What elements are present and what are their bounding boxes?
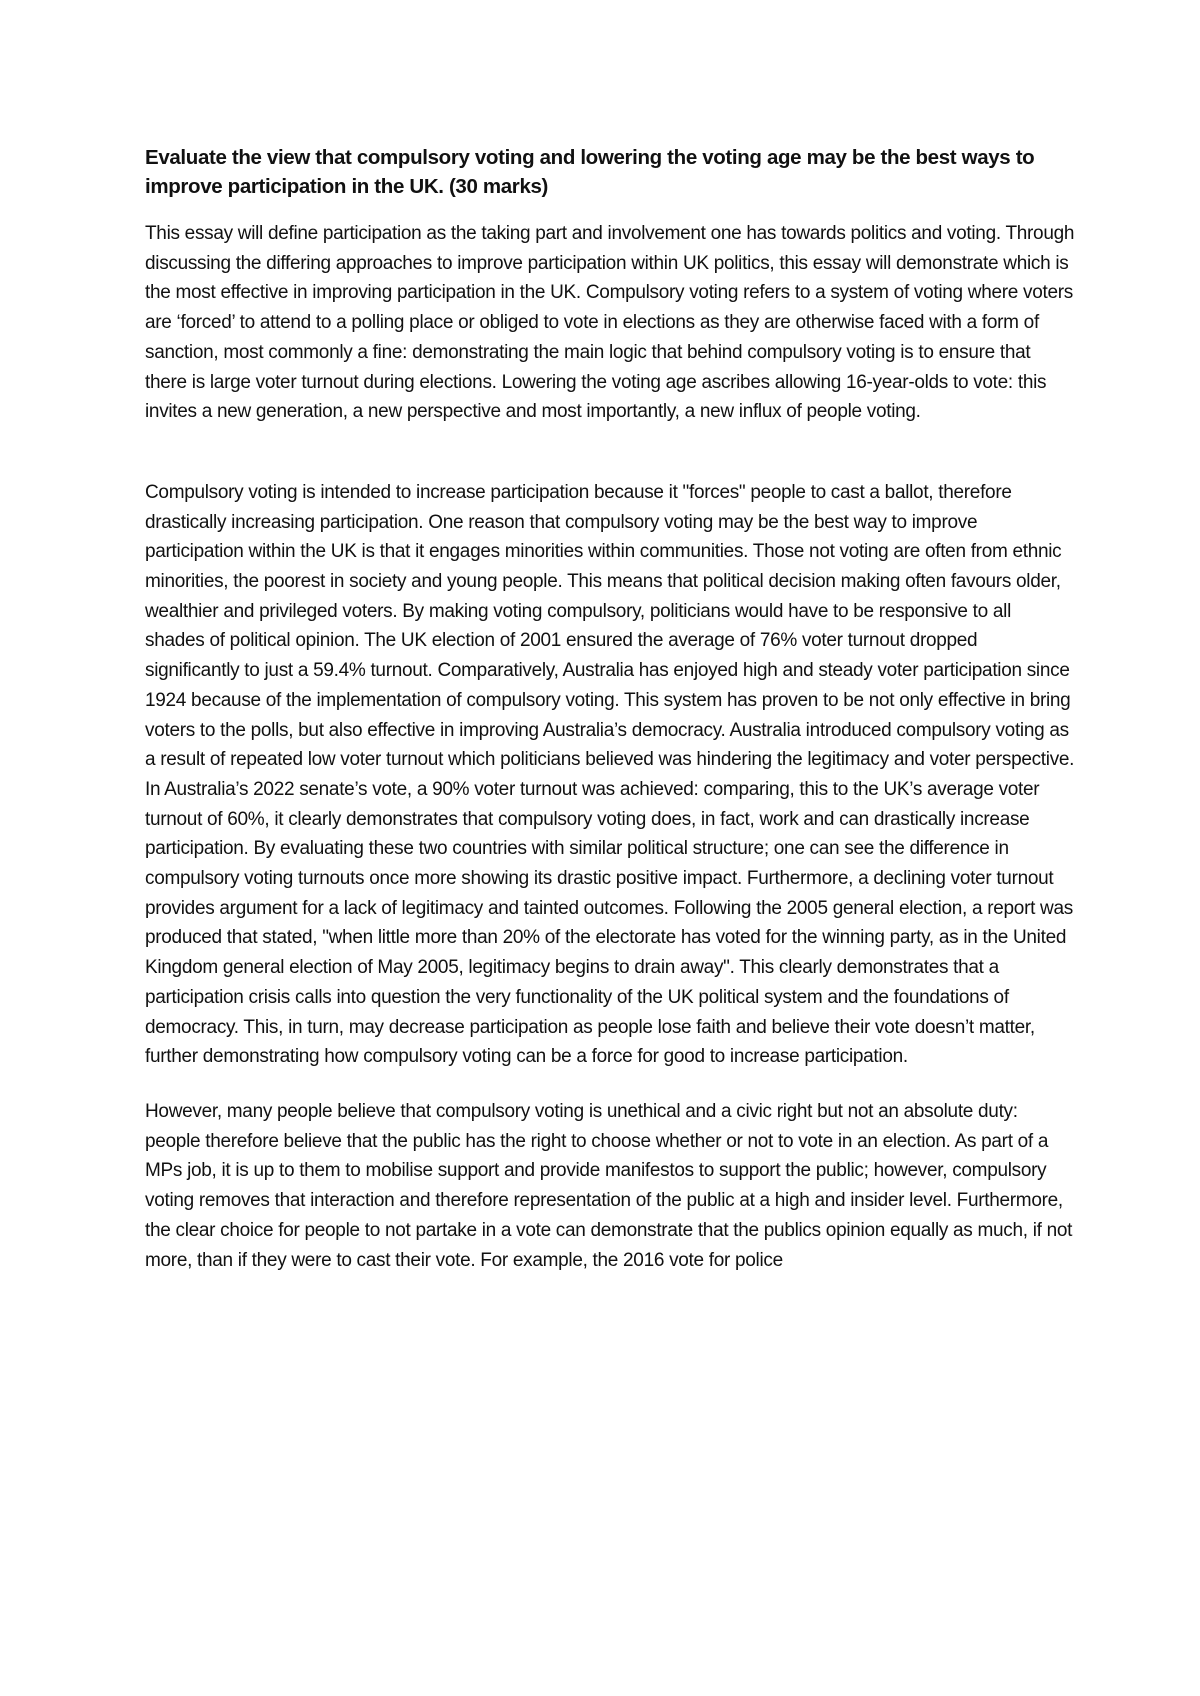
- paragraph-compulsory-voting-against: However, many people believe that compulsory voting is unethical and a civic right but not an absolute duty: people therefore believe that the public has the right to choose whether or not to vote in an election. As part of a MPs job, it is up to them to mobilise support and provide manifestos to support the public; however, compulsory voting removes that interaction and therefore representation of the public at a high and insider level. Furthermore, the clear choice for people to not partake in a vote can demonstrate that the publics opinion equally as much, if not more, than if they were to cast their vote. For example, the 2016 vote for police: [145, 1100, 1073, 1271]
- paragraph-compulsory-voting-for: Compulsory voting is intended to increase participation because it "forces" people to cast a ballot, therefore drastically increasing participation. One reason that compulsory voting may be the best way to improve participation within the UK is that it engages minorities within communities. Those not voting are often from ethnic minorities, the poorest in society and young people. This means that political decision making often favours older, wealthier and privileged voters. By making voting compulsory, politicians would have to be responsive to all shades of political opinion. The UK election of 2001 ensured the average of 76% voter turnout dropped significantly to just a 59.4% turnout. Comparatively, Australia has enjoyed high and steady voter participation since 1924 because of the implementation of compulsory voting. This system has proven to be not only effective in bring voters to the polls, but also effective in improving Australia’s democracy. Australia introduced compulsory voting as a result of repeated low voter turnout which politicians believed was hindering the legitimacy and voter perspective. In Australia’s 2022 senate’s vote, a 90% voter turnout was achieved: comparing, this to the UK’s average voter turnout of 60%, it clearly demonstrates that compulsory voting does, in fact, work and can drastically increase participation. By evaluating these two countries with similar political structure; one can see the difference in compulsory voting turnouts once more showing its drastic positive impact. Furthermore, a declining voter turnout provides argument for a lack of legitimacy and tainted outcomes. Following the 2005 general election, a report was produced that stated, "when little more than 20% of the electorate has voted for the winning party, as in the United Kingdom general election of May 2005, legitimacy begins to drain away". This clearly demonstrates that a participation crisis calls into question the very functionality of the UK political system and the foundations of democracy. This, in turn, may decrease participation as people lose faith and believe their vote doesn’t matter, further demonstrating how compulsory voting can be a force for good to increase participation.: [145, 481, 1075, 1068]
- document-body: [145, 143, 1075, 1275]
- essay-title: Evaluate the view that compulsory voting and lowering the voting age may be the best ways to improve participation in the UK. (30 marks): [145, 146, 1035, 198]
- paragraph-introduction: This essay will define participation as the taking part and involvement one has towards politics and voting. Through discussing the differing approaches to improve participation within UK politics, this essay will demonstrate which is the most effective in improving participation in the UK. Compulsory voting refers to a system of voting where voters are ‘forced’ to attend to a polling place or obliged to vote in elections as they are otherwise faced with a form of sanction, most commonly a fine: demonstrating the main logic that behind compulsory voting is to ensure that there is large voter turnout during elections. Lowering the voting age ascribes allowing 16-year-olds to vote: this invites a new generation, a new perspective and most importantly, a new influx of people voting.: [145, 223, 1075, 423]
